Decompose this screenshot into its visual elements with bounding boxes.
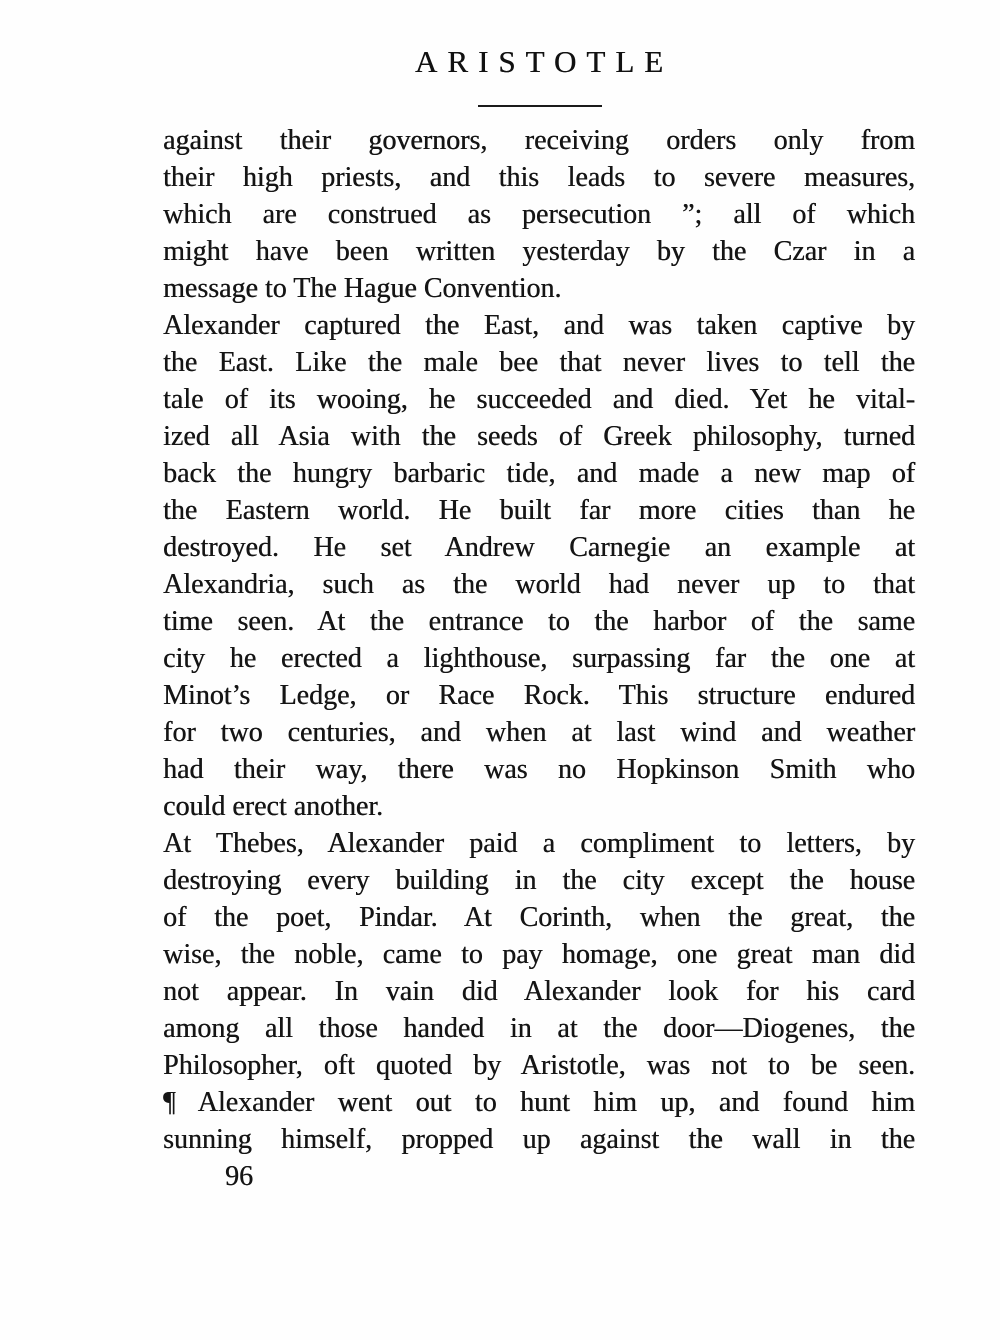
- paragraph: [163, 307, 915, 825]
- text-line: ¶ Alexander went out to hunt him up, and found him: [163, 1087, 915, 1118]
- text-line: Minot’s Ledge, or Race Rock. This structure endured: [163, 680, 915, 711]
- paragraph: [163, 122, 915, 307]
- page-title: ARISTOTLE: [414, 44, 674, 79]
- text-line: wise, the noble, came to pay homage, one great man did: [163, 939, 915, 970]
- text-line: of the poet, Pindar. At Corinth, when the great, the: [163, 902, 915, 933]
- text-line: the East. Like the male bee that never lives to tell the: [163, 347, 915, 378]
- text-line: Alexandria, such as the world had never up to that: [163, 569, 915, 600]
- text-block: [163, 122, 915, 1158]
- text-line: city he erected a lighthouse, surpassing far the one at: [163, 643, 915, 674]
- text-line: their high priests, and this leads to severe measures,: [163, 162, 915, 193]
- title-divider-rule: [478, 105, 602, 107]
- text-line: back the hungry barbaric tide, and made a new map of: [163, 458, 915, 489]
- text-line: message to The Hague Convention.: [163, 273, 562, 304]
- text-line: sunning himself, propped up against the wall in the: [163, 1124, 915, 1155]
- page-number: 96: [225, 1161, 253, 1192]
- text-line: destroying every building in the city except the house: [163, 865, 915, 896]
- text-line: might have been written yesterday by the Czar in a: [163, 236, 915, 267]
- text-line: Philosopher, oft quoted by Aristotle, was not to be seen.: [163, 1050, 915, 1081]
- text-line: time seen. At the entrance to the harbor of the same: [163, 606, 915, 637]
- text-line: the Eastern world. He built far more cities than he: [163, 495, 915, 526]
- text-line: for two centuries, and when at last wind and weather: [163, 717, 915, 748]
- text-line: against their governors, receiving orders only from: [163, 125, 915, 156]
- text-line: could erect another.: [163, 791, 384, 822]
- text-line: At Thebes, Alexander paid a compliment to letters, by: [163, 828, 915, 859]
- text-line: Alexander captured the East, and was taken captive by: [163, 310, 915, 341]
- text-line: tale of its wooing, he succeeded and died. Yet he vital-: [163, 384, 915, 415]
- text-line: which are construed as persecution ”; all of which: [163, 199, 915, 230]
- paragraph: [163, 825, 915, 1158]
- text-line: not appear. In vain did Alexander look for his card: [163, 976, 915, 1007]
- text-line: destroyed. He set Andrew Carnegie an example at: [163, 532, 915, 563]
- text-line: among all those handed in at the door—Diogenes, the: [163, 1013, 915, 1044]
- text-line: had their way, there was no Hopkinson Smith who: [163, 754, 915, 785]
- text-line: ized all Asia with the seeds of Greek philosophy, turned: [163, 421, 915, 452]
